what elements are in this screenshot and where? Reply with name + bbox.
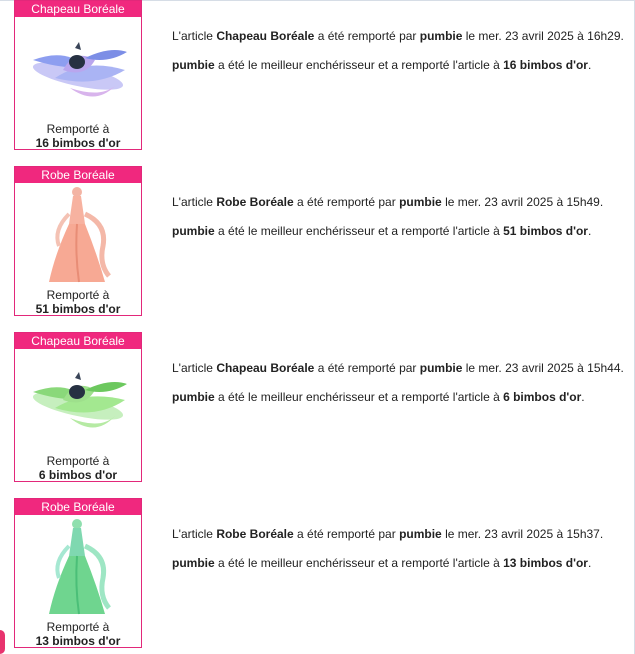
side-tab[interactable] [0,630,5,654]
result-text: L'article Chapeau Boréale a été remporté par pumbie le mer. 23 avril 2025 à 15h44. [172,361,624,375]
result-text: L'article Robe Boréale a été remporté par pumbie le mer. 23 avril 2025 à 15h37. [172,527,604,541]
item-title: Chapeau Boréale [15,333,141,349]
auction-item [14,332,635,484]
auction-item [14,0,635,152]
auction-item [14,166,635,318]
item-card[interactable] [14,166,142,316]
hat-green-icon [15,350,141,450]
item-title: Robe Boréale [15,167,141,183]
item-card[interactable] [14,0,142,150]
result-text: L'article Robe Boréale a été remporté par pumbie le mer. 23 avril 2025 à 15h49. [172,195,604,209]
dress-green-icon [15,516,141,616]
bid-text: pumbie a été le meilleur enchérisseur et a remporté l'article à 6 bimbos d'or. [172,390,585,404]
auction-item [14,498,635,650]
won-price: Remporté à 6 bimbos d'or [38,454,118,482]
won-price: Remporté à 51 bimbos d'or [35,288,121,316]
item-card[interactable] [14,498,142,648]
hat-blue-icon [15,18,141,118]
won-price: Remporté à 16 bimbos d'or [35,122,121,150]
dress-peach-icon [15,184,141,284]
bid-text: pumbie a été le meilleur enchérisseur et a remporté l'article à 16 bimbos d'or. [172,58,592,72]
item-card[interactable] [14,332,142,482]
item-title: Robe Boréale [15,499,141,515]
won-price: Remporté à 13 bimbos d'or [35,620,121,648]
result-text: L'article Chapeau Boréale a été remporté par pumbie le mer. 23 avril 2025 à 16h29. [172,29,624,43]
item-title: Chapeau Boréale [15,1,141,17]
bid-text: pumbie a été le meilleur enchérisseur et a remporté l'article à 13 bimbos d'or. [172,556,592,570]
bid-text: pumbie a été le meilleur enchérisseur et a remporté l'article à 51 bimbos d'or. [172,224,592,238]
